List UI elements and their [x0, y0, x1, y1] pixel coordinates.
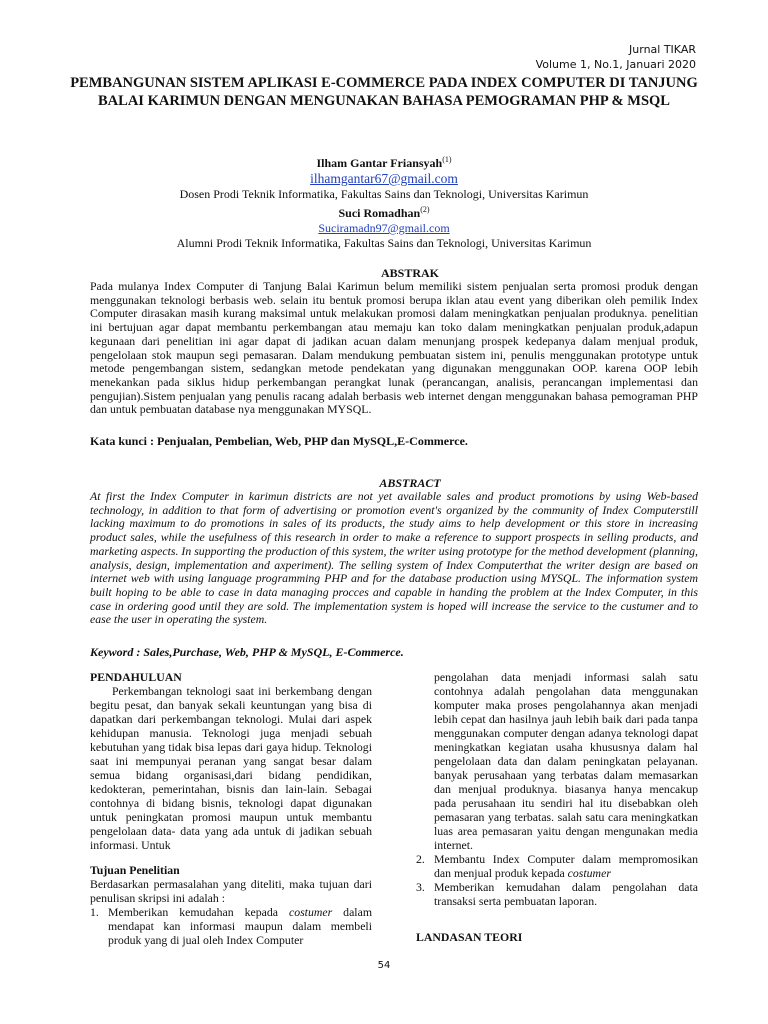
section-heading-landasan-teori: LANDASAN TEORI	[416, 930, 523, 944]
list-number: 1.	[90, 905, 99, 919]
list-text: Membantu Index Computer dalam mempromosikan dan menjual produk kepada costumer	[434, 852, 698, 880]
left-column	[90, 670, 372, 947]
abstract-keywords: Keyword : Sales,Purchase, Web, PHP & MySQL, E-Commerce.	[90, 645, 404, 659]
journal-header	[536, 42, 696, 72]
author-2	[60, 202, 708, 221]
paper-title: PEMBANGUNAN SISTEM APLIKASI E-COMMERCE PADA INDEX COMPUTER DI TANJUNG BALAI KARIMUN DENGAN MENGUNAKAN BAHASA PEMOGRAMAN PHP & MSQL	[70, 75, 698, 109]
pendahuluan-continued: pengolahan data menjadi informasi salah satu contohnya adalah pengolahan data menggunakan komputer maka proses pengolahannya akan menjadi lebih cepat dan hasilnya jauh lebih baik dari pada tanpa menggunakan computer dengan adanya teknologi dapat meningkatkan kegiatan usaha khususnya dalam hal pengelolaan data dan dalam peningkatan pelayanan. banyak perusahaan yang terbatas dalam memasarkan dan menjual produknya. biasanya hanya mencakup pada perusahaan itu sendiri hal itu disebabkan oleh pemasaran yang terbatas. salah satu cara meningkatkan luas area pemasaran yaitu dengan mengunakan media internet.	[434, 670, 698, 852]
author-sup: (1)	[442, 155, 452, 164]
journal-name: Jurnal TIKAR	[629, 43, 696, 56]
abstract-text: At first the Index Computer in karimun districts are not yet available sales and product promotions by using Web-based technology, in addition to that form of advertising or promotion event's organized by the community of Index Computerstill lacking maximum to do promotions in sales of its products, the study aims to help development or this store in increasing product sales, while the usefulness of this research in order to make a reference to support prospects in selling products, and marketing aspects. In supporting the production of this system, the writer using prototype for the method development (planning, analysis, design, implementation and axperiment). The selling system of Index Computerthat the writer design are based on internet web with using language programming PHP and for the database production using MYSQL. The information system built hoping to be able to case in data managing procces and capable in handing the problem at the Index Computer, in this case in ordering good until they are sold. The implementation system is hoped will increase the service to the custumer and to ease the user in operating the system.	[90, 489, 698, 627]
author-name: Ilham Gantar Friansyah	[316, 156, 443, 170]
journal-volume: Volume 1, No.1, Januari 2020	[535, 58, 696, 71]
author-name: Suci Romadhan	[338, 206, 421, 220]
author-1	[60, 152, 708, 171]
list-item	[416, 880, 698, 908]
abstrak-heading: ABSTRAK	[380, 266, 439, 280]
pendahuluan-paragraph: Perkembangan teknologi saat ini berkembang dengan begitu pesat, dan banyak sekali keuntungan yang bisa di dapatkan dari perkembangan teknologi. Mulai dari aspek kehidupan manusia. Teknologi juga menjadi sebuah kebutuhan yang tidak bisa lepas dari gaya hidup. Teknologi saat ini mempunyai peranan yang sangat besar dalam semua bidang organisasi,dari bidang pendidikan, kedokteran, pemerintahan, bisnis dan lain-lain. Sebagai contohnya di bidang bisnis, teknologi dapat digunakan untuk peningkatan promosi maupun untuk membantu pengelolaan data- data yang ada untuk di jadikan sebuah informasi. Untuk	[90, 684, 372, 852]
list-text: Memberikan kemudahan dalam pengolahan data transaksi serta pembuatan laporan.	[434, 880, 698, 908]
list-number: 2.	[416, 852, 425, 866]
tujuan-intro: Berdasarkan permasalahan yang diteliti, maka tujuan dari penulisan skripsi ini adalah :	[90, 877, 372, 905]
author-sup: (2)	[420, 205, 430, 214]
abstrak-text: Pada mulanya Index Computer di Tanjung Balai Karimun belum memiliki sistem penjualan serta promosi produk dengan menggunakan teknologi berbasis web. selain itu bentuk promosi berupa iklan atau event yang diberikan oleh pemilik Index Computer dirasakan masih kurang maksimal untuk melakukan promosi dalam meningkatkan penjualan produknya. penelitian ini bertujuan agar dapat membantu perkembangan atau memaju kan toko dalam meningkatkan penjualan produk,adapun kegunaan dari penelitian ini agar dapat di jadikan acuan dalam menunjang prospek kedepanya dalam menjual produk, pengelolaan stok maupun segi pemasaran. Dalam mendukung pembuatan sistem ini, penulis menggunakan prototype untuk metode pengembangan sistem, sedangkan metode pendekatan yang digunakan menggunakan OOP. karena OOP lebih menekankan pada siklus hidup perkembangan perangkat lunak (perancangan, analisis, perancangan implementasi dan pengujian).Sistem penjualan yang penulis racang adalah berbasis web internet dengan menggunakan bahasa pemograman PHP dan untuk pembuatan database nya menggunakan MYSQL.	[90, 279, 698, 417]
author-block	[60, 152, 708, 251]
author-email-link[interactable]: ilhamgantar67@gmail.com	[310, 171, 458, 186]
abstract-heading: ABSTRACT	[379, 476, 441, 490]
abstrak-keywords: Kata kunci : Penjualan, Pembelian, Web, PHP dan MySQL,E-Commerce.	[90, 434, 468, 448]
author-affiliation: Dosen Prodi Teknik Informatika, Fakultas Sains dan Teknologi, Universitas Karimun	[179, 187, 589, 201]
right-column	[416, 670, 698, 944]
subsection-heading-tujuan: Tujuan Penelitian	[90, 863, 180, 877]
author-affiliation: Alumni Prodi Teknik Informatika, Fakultas Sains dan Teknologi, Universitas Karimun	[176, 236, 592, 250]
list-number: 3.	[416, 880, 425, 894]
author-email-link[interactable]: Suciramadn97@gmail.com	[318, 221, 450, 235]
tujuan-list	[90, 905, 372, 947]
section-heading-pendahuluan: PENDAHULUAN	[90, 670, 182, 684]
tujuan-list-continued	[416, 852, 698, 908]
list-item	[416, 852, 698, 880]
page-number: 54	[377, 960, 391, 971]
list-item	[90, 905, 372, 947]
list-text: Memberikan kemudahan kepada costumer dalam mendapat kan informasi maupun dalam membeli produk yang di jual oleh Index Computer	[108, 905, 372, 947]
